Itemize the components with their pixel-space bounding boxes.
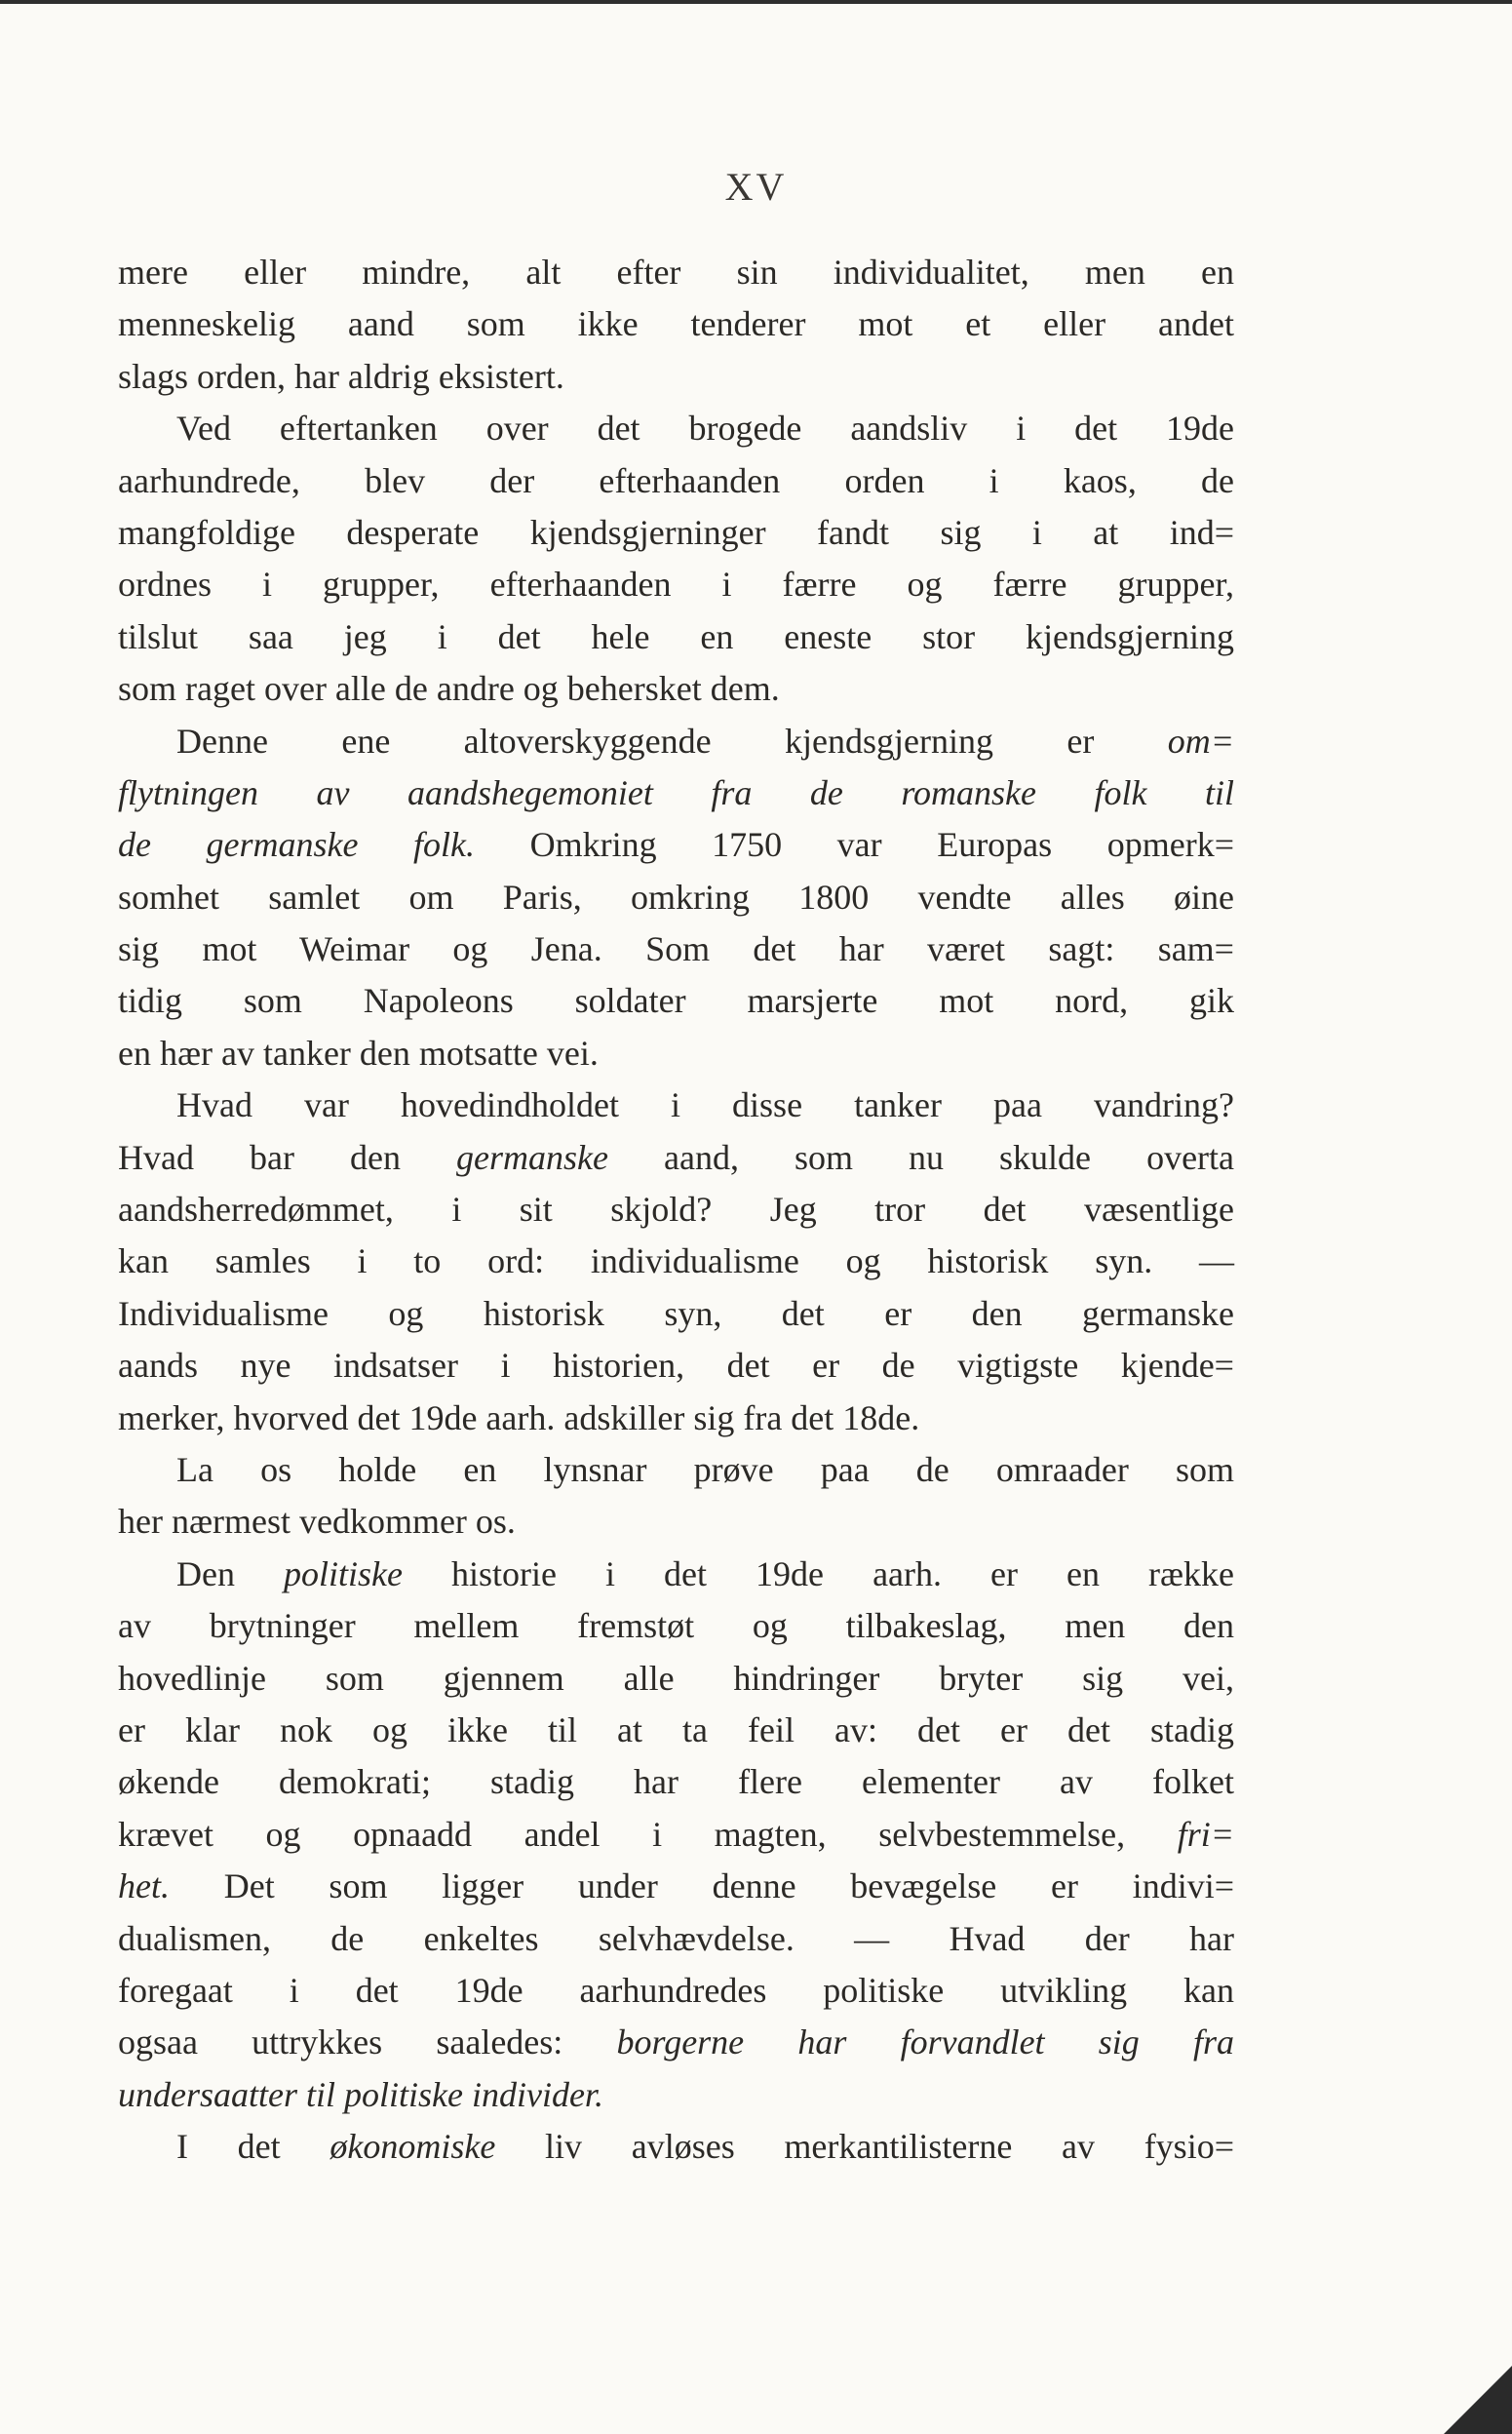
- text-line: [118, 975, 1234, 1027]
- text-line: [118, 716, 1234, 767]
- text-line: [118, 1184, 1234, 1236]
- page-top-edge: [0, 0, 1512, 4]
- italic-text-segment: flytningen av aandshegemoniet fra de romanske folk til: [118, 772, 1234, 812]
- text-segment: mangfoldige desperate kjendsgjerninger fandt sig i at ind=: [118, 512, 1234, 552]
- text-segment: somhet samlet om Paris, omkring 1800 vendte alles øine: [118, 877, 1234, 917]
- text-segment: I det: [176, 2127, 330, 2167]
- text-line: [118, 1653, 1234, 1705]
- text-segment: Den: [176, 1553, 285, 1593]
- text-segment: menneskelig aand som ikke tenderer mot et eller andet: [118, 304, 1234, 344]
- text-line: [118, 559, 1234, 610]
- page-corner: [1444, 2366, 1512, 2434]
- text-segment: sig mot Weimar og Jena. Som det har været sagt: sam=: [118, 929, 1234, 969]
- text-line: [118, 1861, 1234, 1912]
- text-line: [118, 1080, 1234, 1131]
- text-line: [118, 2017, 1234, 2068]
- text-segment: aandsherredømmet, i sit skjold? Jeg tror det væsentlige: [118, 1190, 1234, 1230]
- text-line: [118, 1549, 1234, 1600]
- text-line: [118, 403, 1234, 454]
- text-segment: Ved eftertanken over det brogede aandsliv i det 19de: [176, 409, 1234, 449]
- text-line: [118, 1965, 1234, 2017]
- text-line: [118, 1756, 1234, 1808]
- text-line: [118, 455, 1234, 507]
- text-line: [118, 1236, 1234, 1287]
- text-line: [118, 351, 1234, 403]
- text-line: [118, 1600, 1234, 1652]
- text-line: [118, 819, 1234, 871]
- text-segment: ordnes i grupper, efterhaanden i færre og færre grupper,: [118, 565, 1234, 605]
- text-segment: dualismen, de enkeltes selvhævdelse. — Hvad der har: [118, 1918, 1234, 1958]
- italic-text-segment: undersaatter til politiske individer.: [118, 2074, 603, 2114]
- italic-text-segment: het.: [118, 1866, 170, 1906]
- text-line: [118, 663, 1234, 715]
- text-segment: tidig som Napoleons soldater marsjerte mot nord, gik: [118, 981, 1234, 1021]
- text-segment: foregaat i det 19de aarhundredes politiske utvikling kan: [118, 1970, 1234, 2010]
- text-line: [118, 1288, 1234, 1340]
- text-line: [118, 1132, 1234, 1184]
- text-segment: kan samles i to ord: individualisme og historisk syn. —: [118, 1241, 1234, 1281]
- text-line: [118, 611, 1234, 663]
- text-line: [118, 2069, 1234, 2121]
- text-segment: aand, som nu skulde overta: [607, 1137, 1235, 1177]
- text-segment: aarhundrede, blev der efterhaanden orden i kaos, de: [118, 460, 1234, 500]
- text-line: [118, 1809, 1234, 1861]
- page-number: XV: [724, 165, 788, 209]
- text-line: [118, 872, 1234, 923]
- body-text: [118, 247, 1234, 2173]
- text-line: [118, 1705, 1234, 1756]
- text-segment: mere eller mindre, alt efter sin individualitet, men en: [118, 253, 1234, 292]
- italic-text-segment: de germanske folk.: [118, 825, 476, 865]
- text-line: [118, 2121, 1234, 2173]
- text-line: [118, 1496, 1234, 1548]
- italic-text-segment: om=: [1167, 721, 1234, 761]
- text-segment: Det som ligger under denne bevægelse er indivi=: [169, 1866, 1234, 1906]
- italic-text-segment: politiske: [284, 1553, 403, 1593]
- text-segment: krævet og opnaadd andel i magten, selvbestemmelse,: [118, 1814, 1178, 1854]
- text-line: [118, 1444, 1234, 1496]
- text-line: [118, 1393, 1234, 1444]
- text-line: [118, 1028, 1234, 1080]
- text-segment: Hvad bar den: [118, 1137, 457, 1177]
- text-segment: økende demokrati; stadig har flere elementer av folket: [118, 1762, 1234, 1802]
- text-segment: tilslut saa jeg i det hele en eneste stor kjendsgjerning: [118, 616, 1234, 656]
- text-segment: som raget over alle de andre og behersket dem.: [118, 669, 780, 709]
- text-line: [118, 298, 1234, 350]
- text-segment: av brytninger mellem fremstøt og tilbakeslag, men den: [118, 1606, 1234, 1646]
- text-segment: er klar nok og ikke til at ta feil av: det er det stadig: [118, 1709, 1234, 1749]
- text-segment: liv avløses merkantilisterne av fysio=: [495, 2127, 1234, 2167]
- text-segment: Hvad var hovedindholdet i disse tanker paa vandring?: [176, 1085, 1234, 1125]
- text-line: [118, 1913, 1234, 1965]
- italic-text-segment: borgerne har forvandlet sig fra: [616, 2022, 1234, 2062]
- text-segment: ogsaa uttrykkes saaledes:: [118, 2022, 617, 2062]
- text-segment: hovedlinje som gjennem alle hindringer bryter sig vei,: [118, 1658, 1234, 1698]
- text-segment: slags orden, har aldrig eksistert.: [118, 356, 564, 396]
- text-segment: en hær av tanker den motsatte vei.: [118, 1033, 599, 1073]
- text-line: [118, 767, 1234, 819]
- text-segment: her nærmest vedkommer os.: [118, 1502, 516, 1542]
- text-segment: Denne ene altoverskyggende kjendsgjerning er: [176, 721, 1168, 761]
- text-line: [118, 507, 1234, 559]
- text-segment: historie i det 19de aarh. er en række: [403, 1553, 1235, 1593]
- italic-text-segment: økonomiske: [330, 2127, 496, 2167]
- italic-text-segment: fri=: [1177, 1814, 1234, 1854]
- text-line: [118, 1340, 1234, 1392]
- text-line: [118, 247, 1234, 298]
- text-segment: merker, hvorved det 19de aarh. adskiller sig fra det 18de.: [118, 1397, 920, 1437]
- text-segment: Omkring 1750 var Europas opmerk=: [475, 825, 1234, 865]
- text-line: [118, 923, 1234, 975]
- italic-text-segment: germanske: [456, 1137, 608, 1177]
- text-segment: aands nye indsatser i historien, det er de vigtigste kjende=: [118, 1346, 1234, 1386]
- text-segment: Individualisme og historisk syn, det er den germanske: [118, 1293, 1234, 1333]
- text-segment: La os holde en lynsnar prøve paa de omraader som: [176, 1449, 1234, 1489]
